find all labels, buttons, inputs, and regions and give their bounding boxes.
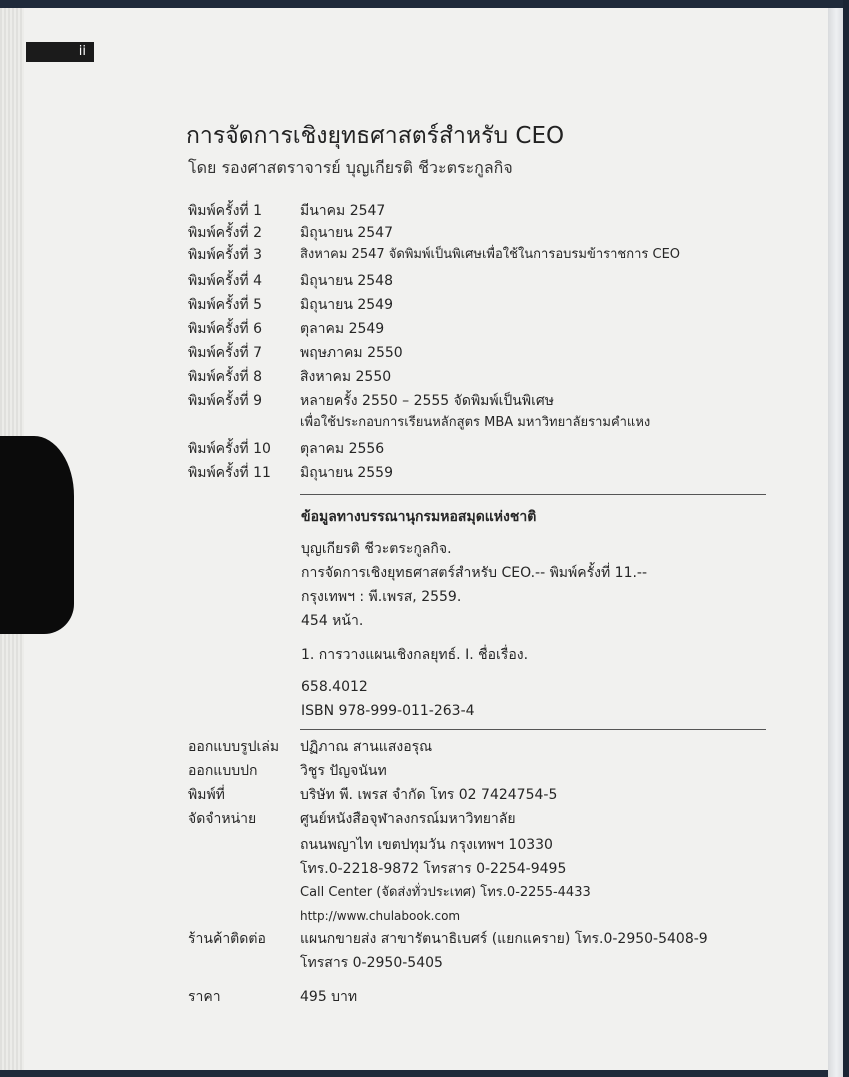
book-title: การจัดการเชิงยุทธศาสตร์สำหรับ CEO (186, 123, 565, 149)
printing-label: พิมพ์ครั้งที่ 7 (188, 345, 262, 361)
distributor-line: ศูนย์หนังสือจุฬาลงกรณ์มหาวิทยาลัย (300, 811, 516, 827)
printing-label: พิมพ์ครั้งที่ 11 (188, 465, 271, 481)
printing-label: พิมพ์ครั้งที่ 6 (188, 321, 262, 337)
distributor-line: โทร.0-2218-9872 โทรสาร 0-2254-9495 (300, 861, 567, 877)
printing-label: พิมพ์ครั้งที่ 9 (188, 393, 262, 409)
printing-label: พิมพ์ครั้งที่ 3 (188, 247, 262, 263)
cip-classification: 658.4012 (301, 679, 368, 695)
printing-date: พฤษภาคม 2550 (300, 345, 403, 361)
printing-label: พิมพ์ครั้งที่ 4 (188, 273, 262, 289)
printing-label: พิมพ์ครั้งที่ 8 (188, 369, 262, 385)
printing-date: ตุลาคม 2556 (300, 441, 385, 457)
printing-note: เพื่อใช้ประกอบการเรียนหลักสูตร MBA มหาวิทยาลัยรามคำแหง (300, 415, 651, 430)
printing-date: มีนาคม 2547 (300, 203, 386, 219)
credit-label: ร้านค้าติดต่อ (188, 931, 266, 947)
printing-label: พิมพ์ครั้งที่ 2 (188, 225, 262, 241)
credit-value: ปฏิภาณ สานแสงอรุณ (300, 739, 433, 755)
background-edge (843, 0, 849, 1077)
credit-label: จัดจำหน่าย (188, 811, 257, 827)
printing-label: พิมพ์ครั้งที่ 1 (188, 203, 262, 219)
printing-date: ตุลาคม 2549 (300, 321, 385, 337)
cip-title: การจัดการเชิงยุทธศาสตร์สำหรับ CEO.-- พิมพ์ครั้งที่ 11.-- (301, 565, 648, 581)
printing-date: มิถุนายน 2559 (300, 465, 393, 481)
divider (300, 729, 766, 730)
thumb-shadow (0, 436, 74, 634)
cip-author: บุญเกียรติ ชีวะตระกูลกิจ. (301, 541, 452, 557)
credit-value: บริษัท พี. เพรส จำกัด โทร 02 7424754-5 (300, 787, 558, 803)
credit-label: ราคา (188, 989, 221, 1005)
cip-heading: ข้อมูลทางบรรณานุกรมหอสมุดแห่งชาติ (301, 509, 537, 525)
printing-date: หลายครั้ง 2550 – 2555 จัดพิมพ์เป็นพิเศษ (300, 393, 555, 409)
price-value: 495 บาท (300, 989, 358, 1005)
credit-label: ออกแบบรูปเล่ม (188, 739, 280, 755)
cip-subjects: 1. การวางแผนเชิงกลยุทธ์. I. ชื่อเรื่อง. (301, 647, 529, 663)
distributor-line: Call Center (จัดส่งทั่วประเทศ) โทร.0-2255-4433 (300, 885, 591, 900)
contact-line: แผนกขายส่ง สาขารัตนาธิเบศร์ (แยกแคราย) โทร.0-2950-5408-9 (300, 931, 708, 947)
cip-isbn: ISBN 978-999-011-263-4 (301, 703, 475, 719)
printing-date: มิถุนายน 2549 (300, 297, 393, 313)
cip-pages: 454 หน้า. (301, 613, 364, 629)
distributor-url: http://www.chulabook.com (300, 909, 461, 923)
printing-date: สิงหาคม 2547 จัดพิมพ์เป็นพิเศษเพื่อใช้ในการอบรมข้าราชการ CEO (300, 247, 681, 262)
credit-value: วิชูร ปัญจนันท (300, 763, 387, 779)
credit-label: พิมพ์ที่ (188, 787, 225, 803)
book-author: โดย รองศาสตราจารย์ บุญเกียรติ ชีวะตระกูลกิจ (188, 158, 513, 177)
printing-date: สิงหาคม 2550 (300, 369, 392, 385)
contact-line: โทรสาร 0-2950-5405 (300, 955, 443, 971)
page-number: ii (26, 42, 94, 62)
cip-imprint: กรุงเทพฯ : พี.เพรส, 2559. (301, 589, 462, 605)
credit-label: ออกแบบปก (188, 763, 258, 779)
printing-label: พิมพ์ครั้งที่ 10 (188, 441, 271, 457)
printing-date: มิถุนายน 2548 (300, 273, 393, 289)
printing-date: มิถุนายน 2547 (300, 225, 393, 241)
printing-label: พิมพ์ครั้งที่ 5 (188, 297, 262, 313)
distributor-line: ถนนพญาไท เขตปทุมวัน กรุงเทพฯ 10330 (300, 837, 553, 853)
divider (300, 494, 766, 495)
